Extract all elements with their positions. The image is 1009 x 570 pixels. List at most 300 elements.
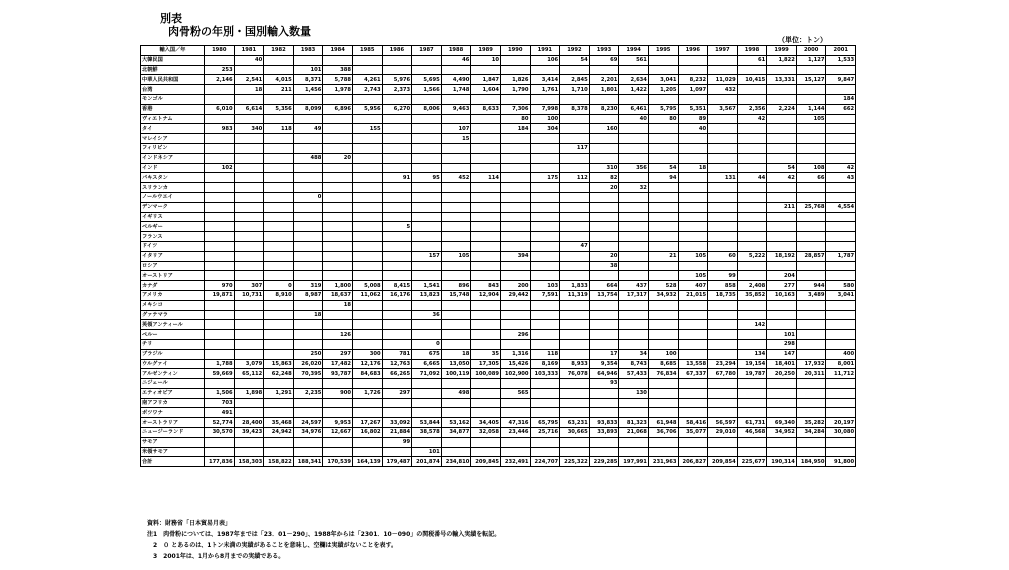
table-row — [141, 143, 856, 153]
note-source: 資料：財務省「日本貿易月表」 — [147, 520, 232, 527]
value-cell: 20 — [323, 153, 353, 163]
value-cell — [264, 55, 294, 65]
value-cell: 164,139 — [352, 457, 382, 467]
value-cell: 20 — [589, 251, 619, 261]
value-cell: 561 — [619, 55, 649, 65]
value-cell: 63,231 — [560, 418, 590, 428]
value-cell: 200 — [500, 281, 530, 291]
value-cell — [678, 94, 708, 104]
value-cell — [737, 222, 767, 232]
value-cell — [708, 222, 738, 232]
country-cell: メキシコ — [141, 300, 205, 310]
value-cell — [205, 251, 235, 261]
value-cell — [826, 300, 856, 310]
value-cell — [530, 437, 560, 447]
value-cell — [826, 271, 856, 281]
value-cell: 32 — [619, 183, 649, 193]
country-cell: ボツワナ — [141, 408, 205, 418]
value-cell — [234, 261, 264, 271]
value-cell — [767, 134, 797, 144]
value-cell — [530, 202, 560, 212]
value-cell — [293, 437, 323, 447]
value-cell — [560, 114, 590, 124]
value-cell: 209,854 — [708, 457, 738, 467]
value-cell — [530, 339, 560, 349]
value-cell: 8,743 — [619, 359, 649, 369]
table-row — [141, 85, 856, 95]
value-cell — [648, 300, 678, 310]
value-cell — [826, 222, 856, 232]
value-cell — [441, 163, 471, 173]
table-row — [141, 173, 856, 183]
value-cell — [589, 447, 619, 457]
value-cell: 8,910 — [264, 290, 294, 300]
value-cell — [589, 212, 619, 222]
value-cell: 89 — [678, 114, 708, 124]
value-cell — [560, 398, 590, 408]
value-cell — [234, 437, 264, 447]
value-cell: 970 — [205, 281, 235, 291]
value-cell — [412, 437, 442, 447]
value-cell: 71,092 — [412, 369, 442, 379]
value-cell: 3,079 — [234, 359, 264, 369]
value-cell — [234, 447, 264, 457]
value-cell — [826, 143, 856, 153]
value-cell — [264, 251, 294, 261]
value-cell: 5 — [382, 222, 412, 232]
value-cell: 11,029 — [708, 75, 738, 85]
value-cell: 8,001 — [826, 359, 856, 369]
value-cell — [648, 271, 678, 281]
value-cell: 23,446 — [500, 428, 530, 438]
value-cell — [708, 94, 738, 104]
value-cell — [708, 232, 738, 242]
value-cell: 15,863 — [264, 359, 294, 369]
value-cell — [471, 134, 501, 144]
value-cell — [737, 300, 767, 310]
value-cell: 4,015 — [264, 75, 294, 85]
value-cell — [264, 241, 294, 251]
value-cell — [293, 398, 323, 408]
value-cell: 300 — [352, 349, 382, 359]
value-cell: 188,341 — [293, 457, 323, 467]
value-cell — [826, 183, 856, 193]
value-cell — [323, 183, 353, 193]
value-cell — [708, 55, 738, 65]
value-cell — [708, 65, 738, 75]
year-header: 2000 — [796, 46, 826, 56]
value-cell — [471, 320, 501, 330]
value-cell — [264, 153, 294, 163]
table-row — [141, 310, 856, 320]
value-cell — [500, 232, 530, 242]
country-cell: ウルグァイ — [141, 359, 205, 369]
value-cell: 20,311 — [796, 369, 826, 379]
value-cell — [234, 143, 264, 153]
value-cell — [678, 212, 708, 222]
value-cell — [619, 261, 649, 271]
value-cell: 2,845 — [560, 75, 590, 85]
value-cell: 16,176 — [382, 290, 412, 300]
value-cell — [352, 192, 382, 202]
value-cell: 8,933 — [560, 359, 590, 369]
value-cell — [678, 222, 708, 232]
value-cell — [530, 163, 560, 173]
value-cell: 35,282 — [796, 418, 826, 428]
value-cell — [708, 330, 738, 340]
value-cell: 2,373 — [382, 85, 412, 95]
value-cell: 131 — [708, 173, 738, 183]
value-cell — [767, 447, 797, 457]
value-cell: 1,127 — [796, 55, 826, 65]
value-cell: 40 — [619, 114, 649, 124]
value-cell — [589, 143, 619, 153]
value-cell: 1,316 — [500, 349, 530, 359]
value-cell — [708, 212, 738, 222]
value-cell — [648, 65, 678, 75]
value-cell: 80 — [648, 114, 678, 124]
value-cell — [648, 261, 678, 271]
value-cell — [619, 143, 649, 153]
value-cell — [767, 241, 797, 251]
note-3: 3 2001年は、1月から8月までの実績である。 — [147, 553, 285, 560]
value-cell — [708, 408, 738, 418]
value-cell: 20,250 — [767, 369, 797, 379]
value-cell — [589, 339, 619, 349]
year-header: 1998 — [737, 46, 767, 56]
value-cell — [560, 379, 590, 389]
value-cell — [323, 310, 353, 320]
value-cell — [293, 212, 323, 222]
value-cell — [619, 65, 649, 75]
value-cell — [619, 202, 649, 212]
value-cell: 80 — [500, 114, 530, 124]
table-row — [141, 320, 856, 330]
value-cell: 107 — [441, 124, 471, 134]
value-cell — [500, 339, 530, 349]
value-cell — [767, 212, 797, 222]
value-cell — [560, 65, 590, 75]
value-cell — [737, 339, 767, 349]
value-cell — [589, 398, 619, 408]
value-cell — [560, 261, 590, 271]
value-cell — [264, 310, 294, 320]
value-cell — [264, 320, 294, 330]
value-cell — [678, 437, 708, 447]
value-cell: 1,097 — [678, 85, 708, 95]
value-cell: 39,423 — [234, 428, 264, 438]
value-cell — [560, 251, 590, 261]
value-cell: 1,291 — [264, 388, 294, 398]
value-cell — [471, 94, 501, 104]
value-cell: 6,614 — [234, 104, 264, 114]
value-cell — [323, 212, 353, 222]
value-cell — [500, 447, 530, 457]
value-cell: 1,978 — [323, 85, 353, 95]
table-row — [141, 65, 856, 75]
value-cell: 0 — [264, 281, 294, 291]
value-cell: 25,768 — [796, 202, 826, 212]
value-cell — [648, 192, 678, 202]
value-cell — [323, 398, 353, 408]
value-cell — [471, 163, 501, 173]
value-cell — [500, 261, 530, 271]
value-cell — [323, 271, 353, 281]
value-cell — [412, 183, 442, 193]
value-cell — [293, 143, 323, 153]
value-cell — [264, 271, 294, 281]
table-row — [141, 134, 856, 144]
value-cell: 11,712 — [826, 369, 856, 379]
value-cell — [382, 134, 412, 144]
value-cell — [352, 94, 382, 104]
value-cell: 34,405 — [471, 418, 501, 428]
value-cell: 8,415 — [382, 281, 412, 291]
value-cell — [441, 437, 471, 447]
value-cell — [382, 271, 412, 281]
value-cell — [560, 447, 590, 457]
value-cell: 1,710 — [560, 85, 590, 95]
value-cell — [471, 437, 501, 447]
value-cell — [471, 339, 501, 349]
value-cell — [796, 339, 826, 349]
value-cell: 1,847 — [471, 75, 501, 85]
value-cell: 2,743 — [352, 85, 382, 95]
value-cell — [205, 173, 235, 183]
value-cell — [648, 134, 678, 144]
value-cell — [560, 310, 590, 320]
value-cell — [441, 398, 471, 408]
value-cell: 4,261 — [352, 75, 382, 85]
country-cell: チリ — [141, 339, 205, 349]
value-cell: 1,761 — [530, 85, 560, 95]
value-cell: 5,976 — [382, 75, 412, 85]
value-cell — [412, 408, 442, 418]
value-cell — [234, 212, 264, 222]
value-cell — [234, 408, 264, 418]
value-cell — [382, 339, 412, 349]
value-cell — [382, 183, 412, 193]
value-cell: 1,533 — [826, 55, 856, 65]
value-cell — [500, 379, 530, 389]
value-cell — [826, 85, 856, 95]
value-cell — [441, 232, 471, 242]
value-cell: 10,163 — [767, 290, 797, 300]
value-cell — [796, 134, 826, 144]
value-cell — [826, 398, 856, 408]
value-cell: 100,089 — [471, 369, 501, 379]
table-row — [141, 222, 856, 232]
value-cell — [737, 398, 767, 408]
table-row — [141, 183, 856, 193]
country-cell: エティオピア — [141, 388, 205, 398]
value-cell: 304 — [530, 124, 560, 134]
value-cell — [471, 251, 501, 261]
value-cell — [530, 398, 560, 408]
value-cell: 201,874 — [412, 457, 442, 467]
value-cell — [619, 173, 649, 183]
value-cell — [293, 251, 323, 261]
value-cell — [205, 85, 235, 95]
value-cell: 29,442 — [500, 290, 530, 300]
value-cell — [471, 330, 501, 340]
value-cell — [264, 163, 294, 173]
year-header: 1992 — [560, 46, 590, 56]
value-cell — [293, 339, 323, 349]
value-cell — [737, 447, 767, 457]
value-cell: 66,265 — [382, 369, 412, 379]
value-cell — [589, 192, 619, 202]
table-row — [141, 212, 856, 222]
value-cell — [826, 114, 856, 124]
value-cell — [678, 320, 708, 330]
value-cell — [264, 398, 294, 408]
value-cell — [737, 310, 767, 320]
table-row — [141, 55, 856, 65]
value-cell — [382, 232, 412, 242]
table-row — [141, 369, 856, 379]
value-cell: 1,898 — [234, 388, 264, 398]
value-cell — [767, 300, 797, 310]
value-cell — [323, 202, 353, 212]
value-cell — [619, 408, 649, 418]
value-cell — [737, 134, 767, 144]
value-cell — [530, 261, 560, 271]
value-cell — [471, 222, 501, 232]
value-cell: 47 — [560, 241, 590, 251]
value-cell — [234, 300, 264, 310]
value-cell — [441, 94, 471, 104]
value-cell — [352, 271, 382, 281]
value-cell — [767, 388, 797, 398]
value-cell — [678, 192, 708, 202]
value-cell: 231,963 — [648, 457, 678, 467]
year-header: 1995 — [648, 46, 678, 56]
value-cell: 781 — [382, 349, 412, 359]
value-cell — [648, 310, 678, 320]
value-cell — [205, 379, 235, 389]
value-cell — [826, 379, 856, 389]
value-cell: 356 — [619, 163, 649, 173]
value-cell — [619, 232, 649, 242]
value-cell — [205, 320, 235, 330]
value-cell: 211 — [264, 85, 294, 95]
value-cell — [441, 222, 471, 232]
import-table — [140, 45, 856, 467]
value-cell: 7,306 — [500, 104, 530, 114]
value-cell — [619, 94, 649, 104]
value-cell: 1,787 — [826, 251, 856, 261]
country-cell: ニジェール — [141, 379, 205, 389]
value-cell — [412, 320, 442, 330]
value-cell: 99 — [708, 271, 738, 281]
value-cell — [234, 241, 264, 251]
value-cell: 3,567 — [708, 104, 738, 114]
value-cell — [264, 339, 294, 349]
value-cell: 35,852 — [737, 290, 767, 300]
value-cell — [500, 134, 530, 144]
value-cell: 13,558 — [678, 359, 708, 369]
value-cell: 21,068 — [619, 428, 649, 438]
value-cell — [234, 163, 264, 173]
value-cell — [471, 398, 501, 408]
value-cell — [796, 212, 826, 222]
table-row — [141, 232, 856, 242]
value-cell — [500, 300, 530, 310]
value-cell: 69 — [589, 55, 619, 65]
value-cell — [708, 339, 738, 349]
value-cell — [589, 300, 619, 310]
value-cell: 33,092 — [382, 418, 412, 428]
value-cell — [589, 153, 619, 163]
value-cell — [234, 222, 264, 232]
value-cell: 12,904 — [471, 290, 501, 300]
value-cell — [767, 379, 797, 389]
country-cell: 北朝鮮 — [141, 65, 205, 75]
value-cell — [530, 222, 560, 232]
value-cell: 60 — [708, 251, 738, 261]
value-cell — [264, 202, 294, 212]
value-cell — [471, 300, 501, 310]
value-cell — [382, 65, 412, 75]
value-cell: 118 — [530, 349, 560, 359]
value-cell — [648, 183, 678, 193]
value-cell: 101 — [412, 447, 442, 457]
value-cell — [737, 241, 767, 251]
value-cell: 5,008 — [352, 281, 382, 291]
value-cell: 10,731 — [234, 290, 264, 300]
value-cell: 100 — [530, 114, 560, 124]
value-cell: 17,482 — [323, 359, 353, 369]
value-cell — [619, 330, 649, 340]
value-cell — [826, 437, 856, 447]
value-cell — [530, 192, 560, 202]
value-cell — [382, 192, 412, 202]
value-cell — [264, 192, 294, 202]
value-cell — [648, 55, 678, 65]
table-row — [141, 418, 856, 428]
value-cell — [352, 212, 382, 222]
value-cell — [708, 114, 738, 124]
value-cell: 5,795 — [648, 104, 678, 114]
value-cell — [619, 437, 649, 447]
value-cell: 5,351 — [678, 104, 708, 114]
value-cell: 155 — [352, 124, 382, 134]
value-cell: 3,041 — [826, 290, 856, 300]
value-cell — [500, 55, 530, 65]
value-cell — [323, 173, 353, 183]
notes — [147, 518, 500, 562]
value-cell: 103,333 — [530, 369, 560, 379]
value-cell — [471, 192, 501, 202]
table-row — [141, 104, 856, 114]
table-row — [141, 114, 856, 124]
value-cell — [264, 349, 294, 359]
value-cell: 34,952 — [767, 428, 797, 438]
value-cell — [737, 232, 767, 242]
country-cell: サモア — [141, 437, 205, 447]
value-cell: 25,716 — [530, 428, 560, 438]
value-cell — [530, 232, 560, 242]
value-cell: 250 — [293, 349, 323, 359]
value-cell: 9,354 — [589, 359, 619, 369]
value-cell — [560, 349, 590, 359]
value-cell: 1,833 — [560, 281, 590, 291]
value-cell: 15 — [441, 134, 471, 144]
value-cell — [796, 388, 826, 398]
value-cell — [323, 320, 353, 330]
value-cell — [678, 398, 708, 408]
